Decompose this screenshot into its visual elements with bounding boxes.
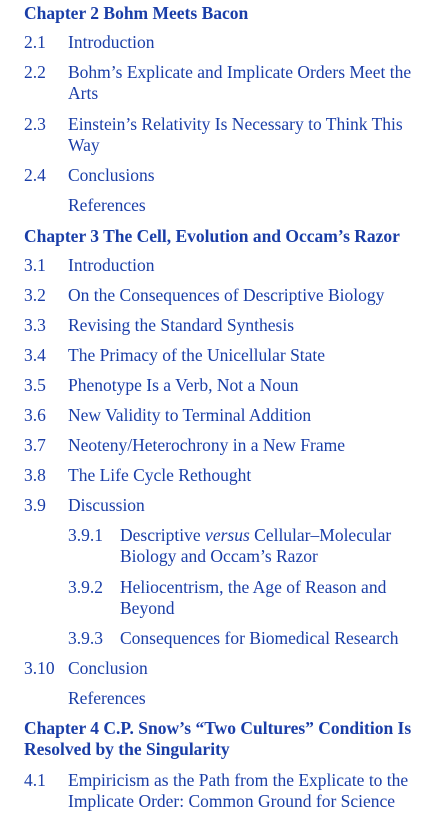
section-number: 3.4 — [24, 345, 46, 365]
section-number: 2.2 — [24, 62, 46, 82]
subsection-title: Heliocentrism, the Age of Reason and Beyond — [120, 577, 387, 618]
section-title: Phenotype Is a Verb, Not a Noun — [68, 375, 299, 395]
section-title: Conclusion — [68, 658, 148, 678]
section-number: 3.8 — [24, 465, 46, 485]
title-text-post: Cellular–Molecular Biology and Occam’s Razor — [120, 525, 392, 566]
section-title: Empiricism as the Path from the Explicate to the Implicate Order: Common Ground for Science — [68, 770, 409, 811]
chapter-3-references-link[interactable]: References — [68, 688, 146, 708]
section-title: Introduction — [68, 255, 155, 275]
subsection-number: 3.9.1 — [68, 525, 103, 545]
section-number: 3.6 — [24, 405, 46, 425]
section-number: 3.10 — [24, 658, 55, 678]
subsection-number: 3.9.3 — [68, 628, 103, 648]
section-number: 2.3 — [24, 114, 46, 134]
section-title: New Validity to Terminal Addition — [68, 405, 312, 425]
section-number: 3.3 — [24, 315, 46, 335]
section-title: Conclusions — [68, 165, 155, 185]
section-number: 4.1 — [24, 770, 46, 790]
subsection-title: Consequences for Biomedical Research — [120, 628, 399, 648]
toc-entry-2-3[interactable] — [24, 114, 429, 156]
toc-entry-3-9-2[interactable] — [68, 577, 430, 619]
section-title: Discussion — [68, 495, 145, 515]
toc-entry-3-9-1[interactable] — [68, 525, 430, 567]
subsection-title — [120, 525, 420, 567]
section-number: 3.1 — [24, 255, 46, 275]
section-title: The Life Cycle Rethought — [68, 465, 252, 485]
section-title: Bohm’s Explicate and Implicate Orders Meet the Arts — [68, 62, 412, 103]
section-title: Einstein’s Relativity Is Necessary to Think This Way — [68, 114, 403, 155]
chapter-3-heading[interactable]: Chapter 3 The Cell, Evolution and Occam’s Razor — [24, 226, 400, 246]
title-text-pre: Descriptive — [120, 525, 206, 545]
title-text-emphasis: versus — [205, 525, 250, 545]
section-number: 2.1 — [24, 32, 46, 52]
chapter-2-heading[interactable]: Chapter 2 Bohm Meets Bacon — [24, 3, 249, 23]
subsection-number: 3.9.2 — [68, 577, 103, 597]
section-number: 3.7 — [24, 435, 46, 455]
section-title: The Primacy of the Unicellular State — [68, 345, 326, 365]
section-number: 3.9 — [24, 495, 46, 515]
section-title: Introduction — [68, 32, 155, 52]
section-title: Neoteny/Heterochrony in a New Frame — [68, 435, 345, 455]
section-number: 3.2 — [24, 285, 46, 305]
section-number: 2.4 — [24, 165, 46, 185]
chapter-4-heading[interactable]: Chapter 4 C.P. Snow’s “Two Cultures” Condition Is Resolved by the Singularity — [24, 718, 412, 759]
toc-entry-2-2[interactable] — [24, 62, 429, 104]
section-title: On the Consequences of Descriptive Biology — [68, 285, 385, 305]
section-title: Revising the Standard Synthesis — [68, 315, 295, 335]
chapter-2-references-link[interactable]: References — [68, 195, 146, 215]
toc-entry-4-1[interactable] — [24, 770, 429, 812]
section-number: 3.5 — [24, 375, 46, 395]
